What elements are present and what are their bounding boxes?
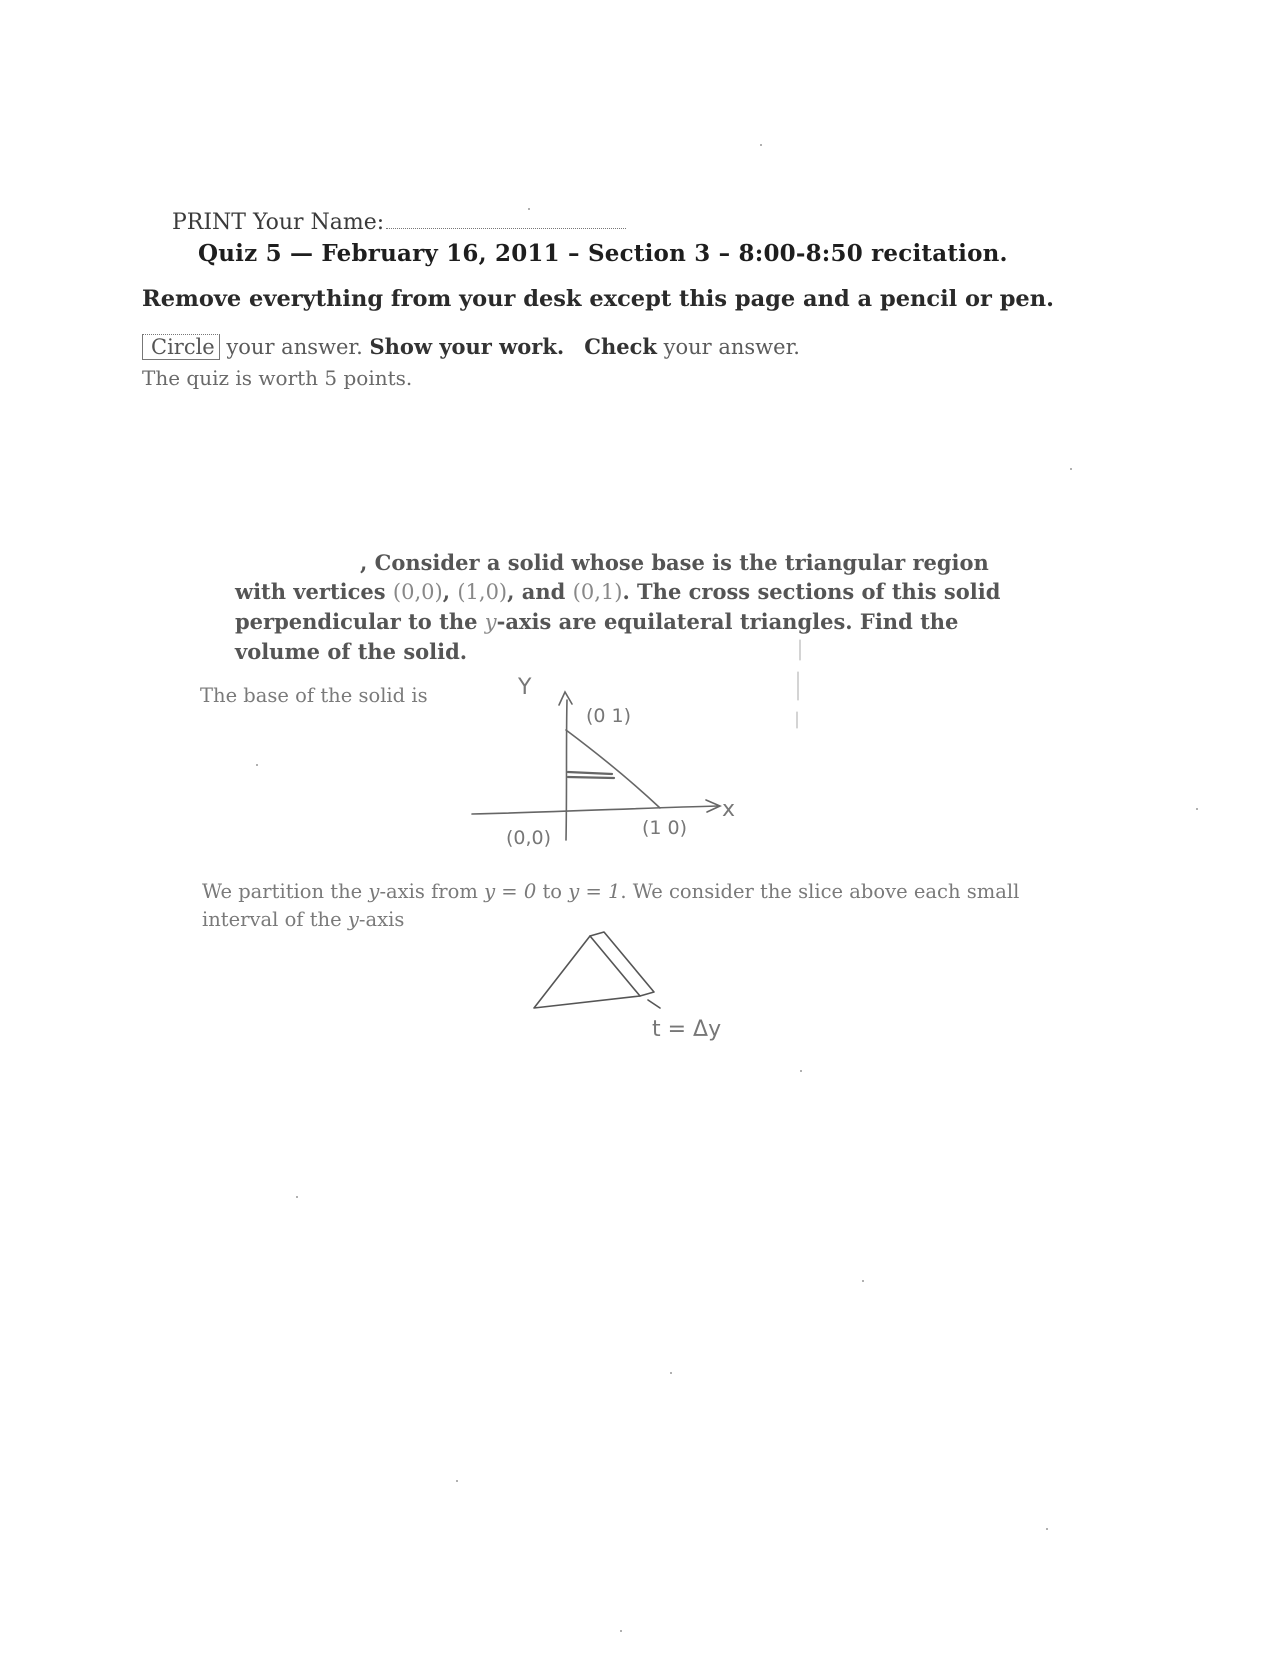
scan-speck [670,1372,672,1374]
scan-speck [800,1070,802,1072]
scan-speck [528,208,530,210]
axis-variable: y [484,610,497,634]
scan-speck [760,144,762,146]
slice-front-triangle [534,936,640,1008]
name-label-text: PRINT Your Name: [172,210,385,235]
point-0-1-label: (0 1) [586,705,632,727]
slice-thickness-mark [648,1000,660,1008]
show-work-text: Show your work. [369,334,565,359]
partition-var-1: y [368,880,380,903]
quiz-title: Quiz 5 — February 16, 2011 – Section 3 – 8:00-8:50 recitation. [198,240,1008,267]
y-start: y = 0 [484,880,537,903]
problem-text-a: , Consider a solid whose base is the triangular region with vertices [235,550,989,604]
scan-speck [296,1196,298,1198]
point-0-0-label: (0,0) [506,827,552,849]
side-dashes [797,640,800,728]
problem-text-b: . The cross sections of this solid perpendicular to the [235,579,1001,634]
hypotenuse-line [566,730,660,808]
point-1-0-label: (1 0) [642,817,688,839]
partition-text-b: -axis from [379,880,478,903]
problem-text-c: -axis are equilateral triangles. Find the volume of the solid. [235,609,959,664]
partition-text-c: . We consider the slice above each small interval of the [202,880,1020,931]
vertex-3: (0,1) [572,580,623,604]
scan-speck [1070,468,1072,470]
scan-speck [456,1480,458,1482]
vertex-2: (1,0) [457,580,508,604]
partition-text-d: -axis [358,908,405,931]
check-rest-text: your answer. [663,335,800,359]
y-axis-arrowhead [559,692,572,705]
vertex-1: (0,0) [392,580,443,604]
circle-word-box: Circle [142,334,220,360]
thickness-label: t = Δy [652,1017,722,1042]
partition-text-a: We partition the [202,880,363,903]
slice-back-edge [590,932,654,996]
y-end: y = 1 [568,880,621,903]
points-note: The quiz is worth 5 points. [142,366,413,390]
x-axis-line [472,806,718,814]
slice-strip [568,772,614,778]
to-word: to [542,880,563,903]
problem-statement: , Consider a solid whose base is the triangular region with vertices (0,0), (1,0), and (0,1). The cross sections of this solid perpendicular to the y-axis are equilateral triangles. Find the volume of the solid. [235,550,1001,664]
check-word-text: Check [584,334,657,359]
circle-rest-text: your answer. [226,335,363,359]
scan-speck [1046,1528,1048,1530]
scan-speck [862,1280,864,1282]
triangle-slice-sketch [534,932,660,1008]
remove-instruction: Remove everything from your desk except this page and a pencil or pen. [142,286,1054,312]
base-region-sketch [472,640,800,840]
x-axis-label: x [722,797,736,822]
base-description: The base of the solid is [200,684,428,707]
and-word: and [521,579,566,604]
y-axis-line [566,700,567,840]
scan-speck [620,1630,622,1632]
partition-var-2: y [347,908,359,931]
scan-speck [256,764,258,766]
scan-speck [1196,808,1198,810]
y-axis-label: Y [518,675,532,700]
